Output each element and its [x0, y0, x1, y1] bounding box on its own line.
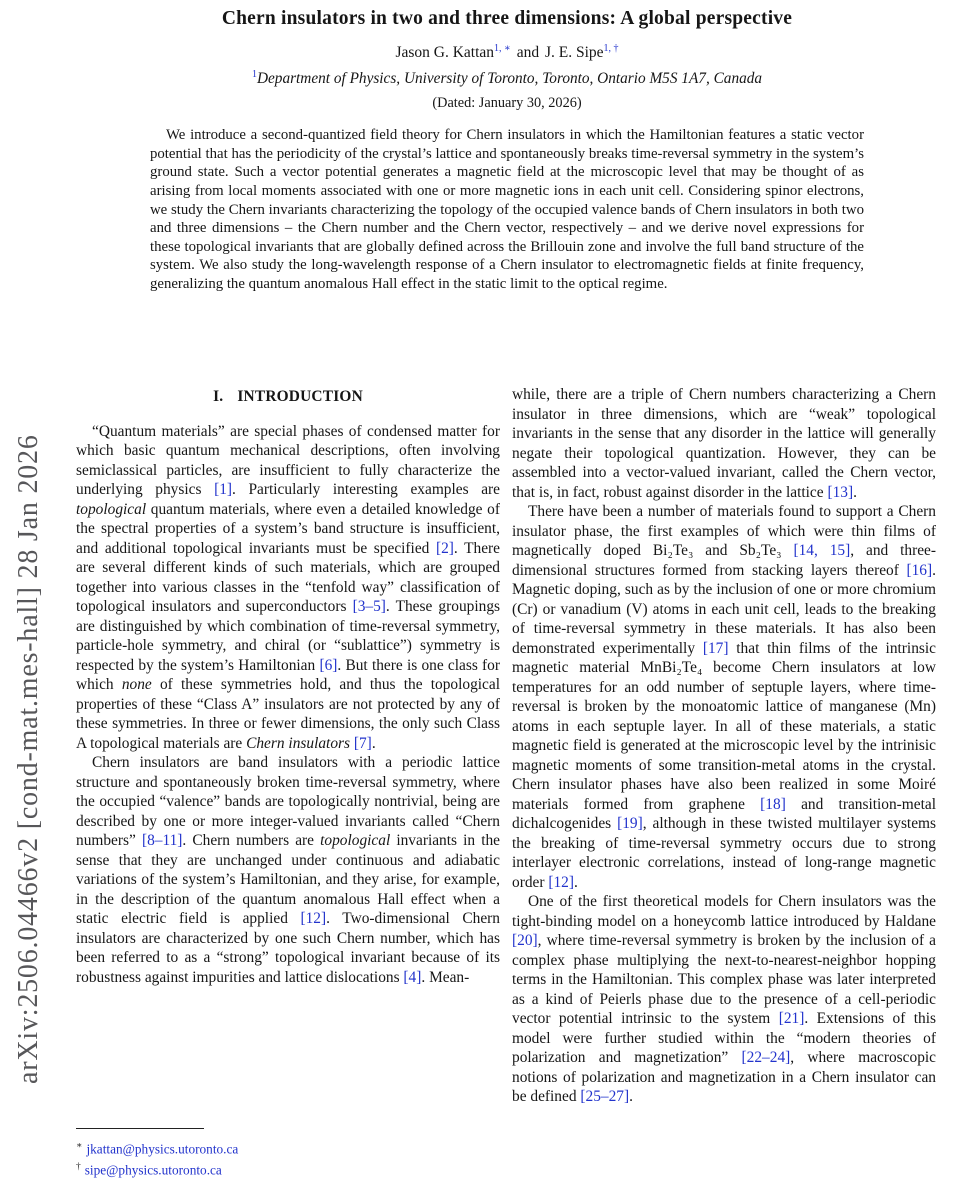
author-line	[78, 43, 936, 62]
citation-link[interactable]: [14, 15]	[793, 542, 851, 559]
paragraph: One of the first theoretical models for Chern insulators was the tight-binding model on a honeycomb lattice introduced by Haldane [20], where time-reversal symmetry is broken by the inclusion of a complex phase multiplying the next-to-nearest-neighbor hopping terms in the Hamiltonian. This complex phase was later interpreted as a kind of Peierls phase due to the presence of a cell-periodic vector potential intrinsic to the system [21]. Extensions of this model were further studied within the “modern theories of polarization and magnetization” [22–24], where macroscopic notions of polarization and magnetization in a Chern insulator can be defined [25–27].	[512, 893, 937, 1105]
citation-link[interactable]: [13]	[827, 483, 854, 501]
citation-link[interactable]: [8–11]	[141, 832, 183, 849]
affiliation-line	[78, 69, 936, 88]
citation-link[interactable]: [6]	[319, 656, 338, 674]
citation-link[interactable]: [2]	[435, 539, 454, 557]
date-line: (Dated: January 30, 2026)	[432, 95, 582, 112]
paper-title: Chern insulators in two and three dimensions: A global perspective	[221, 8, 793, 29]
citation-link[interactable]: [7]	[353, 734, 372, 752]
author-conjunction: and	[516, 44, 540, 62]
footnote-marker: †	[76, 1162, 81, 1173]
paragraph: Chern insulators are band insulators with a periodic lattice structure and spontaneously broken time-reversal symmetry, where the occupied “valence” bands are topologically nontrivial, being are described by one or more integer-valued invariants called “Chern numbers” [8–11]. Chern numbers are topological invariants in the sense that they are unchanged under continuous and adiabatic variations of the system’s Hamiltonian, and they arise, for example, in the description of the quantum anomalous Hall effect when a static electric field is applied [12]. Two-dimensional Chern insulators are characterized by one such Chern number, which has been referred to as a “strong” topological invariant because of its robustness against impurities and lattice dislocations [4]. Mean-	[76, 754, 500, 986]
citation-link[interactable]: [12]	[300, 910, 327, 927]
citation-link[interactable]: [18]	[760, 795, 786, 813]
paragraph: “Quantum materials” are special phases of condensed matter for which basic quantum mechanical descriptions, often involving semiclassical particles, are insufficient to fully characterize the underlying physics [1]. Particularly interesting examples are topological quantum materials, where even a detailed knowledge of the spectral properties of a system’s band structure is insufficient, and additional topological invariants must be specified [2]. There are several different kinds of such materials, which are grouped together into various classes in the “tenfold way” classification of topological insulators and superconductors [3–5]. These groupings are distinguished by which combination of time-reversal symmetry, particle-hole symmetry, and chiral (or “sublattice”) symmetry is respected by the system’s Hamiltonian [6]. But there is one class for which none of these symmetries hold, and thus the topological properties of these “Class A” insulators are not protected by any of these symmetries. In three or fewer dimensions, the only such Class A topological materials are Chern insulators [7].	[76, 422, 500, 752]
citation-link[interactable]: [4]	[403, 968, 422, 986]
section-heading	[76, 387, 500, 407]
affiliation-marker: 1	[251, 69, 257, 81]
paragraph: There have been a number of materials found to support a Chern insulator phase, the first examples of which were thin films of magnetically doped Bi₂Te₃ and Sb₂Te₃ [14, 15], and three-dimensional structures formed from stacking layers thereof [16]. Magnetic doping, such as by the inclusion of one or more chromium (Cr) or vanadium (V) atoms in each unit cell, leads to the breaking of time-reversal symmetry in these materials. It has also been demonstrated experimentally [17] that thin films of the intrinsic magnetic material MnBi₂Te₄ become Chern insulators at low temperatures for an odd number of septuple layers, where time-reversal is broken by the monoatomic lattice of manganese (Mn) atoms in each septuple layer. In all of these materials, a static magnetic field is generated at the microscopic level by the intrinisic magnetic moments of some transition-metal atoms in the crystal. Chern insulator phases have also been realized in some Moiré materials formed from graphene [18] and transition-metal dichalcogenides [19], although in these twisted multilayer systems the breaking of time-reversal symmetry occurs due to strong interlayer electronic correlations, instead of long-range magnetic order [12].	[512, 503, 937, 891]
citation-link[interactable]: [25–27]	[580, 1088, 630, 1105]
citation-link[interactable]: [12]	[548, 873, 574, 891]
author-name-1: Jason G. Kattan	[395, 44, 495, 62]
section-number: I.	[213, 388, 224, 405]
citation-link[interactable]: [16]	[906, 561, 933, 579]
citation-link[interactable]: [3–5]	[352, 598, 386, 615]
right-column	[512, 385, 936, 1107]
paragraph: while, there are a triple of Chern numbers characterizing a Chern insulator in three dimensions, which are “weak” topological invariants in the sense that any disorder in the lattice will generally negate their topological quantization. However, they can be assembled into a vector-valued invariant, called the Chern vector, that is, in fact, robust against disorder in the lattice [13].	[512, 386, 936, 501]
citation-link[interactable]: [21]	[778, 1010, 805, 1027]
author-footnote-marker-1[interactable]: 1, ∗	[494, 43, 511, 54]
arxiv-watermark: arXiv:2506.04466v2 [cond-mat.mes-hall] 28 Jan 2026	[13, 434, 44, 1084]
citation-link[interactable]: [17]	[702, 639, 729, 657]
abstract: We introduce a second-quantized field theory for Chern insulators in which the Hamiltonian features a static vector potential that has the periodicity of the crystal’s lattice and spontaneously breaks time-reversal symmetry in the system’s ground state. Such a vector potential generates a magnetic field at the microscopic level that may be thought of as arising from local moments associated with one or more magnetic ions in each unit cell. Considering spinor electrons, we study the Chern invariants characterizing the topology of the occupied valence bands of Chern insulators in both two and three dimensions – the Chern number and the Chern vector, respectively – and we derive novel expressions for these topological invariants that are globally defined across the Brillouin zone and involve the full band structure of the system. We also study the long-wavelength response of a Chern insulator to electromagnetic fields at finite frequency, generalizing the quantum anomalous Hall effect in the static limit to the optical regime.	[150, 127, 864, 292]
content-area	[78, 0, 936, 294]
paper-header	[78, 0, 936, 112]
footnote	[76, 1158, 500, 1179]
section-title: INTRODUCTION	[237, 388, 363, 405]
email-link[interactable]: sipe@physics.utoronto.ca	[84, 1162, 222, 1178]
citation-link[interactable]: [20]	[512, 932, 538, 949]
footnote-rule	[76, 1128, 204, 1129]
email-link[interactable]: jkattan@physics.utoronto.ca	[86, 1141, 239, 1157]
citation-link[interactable]: [22–24]	[741, 1049, 791, 1066]
footnote	[76, 1137, 500, 1158]
citation-link[interactable]: [19]	[617, 815, 643, 832]
author-name-2: J. E. Sipe	[544, 44, 604, 62]
citation-link[interactable]: [1]	[214, 481, 233, 498]
left-column	[76, 385, 500, 987]
footnotes	[76, 1128, 500, 1180]
author-footnote-marker-2[interactable]: 1, †	[603, 43, 619, 54]
affiliation-text: Department of Physics, University of Toronto, Toronto, Ontario M5S 1A7, Canada	[256, 70, 763, 88]
footnote-marker: ∗	[76, 1141, 83, 1151]
